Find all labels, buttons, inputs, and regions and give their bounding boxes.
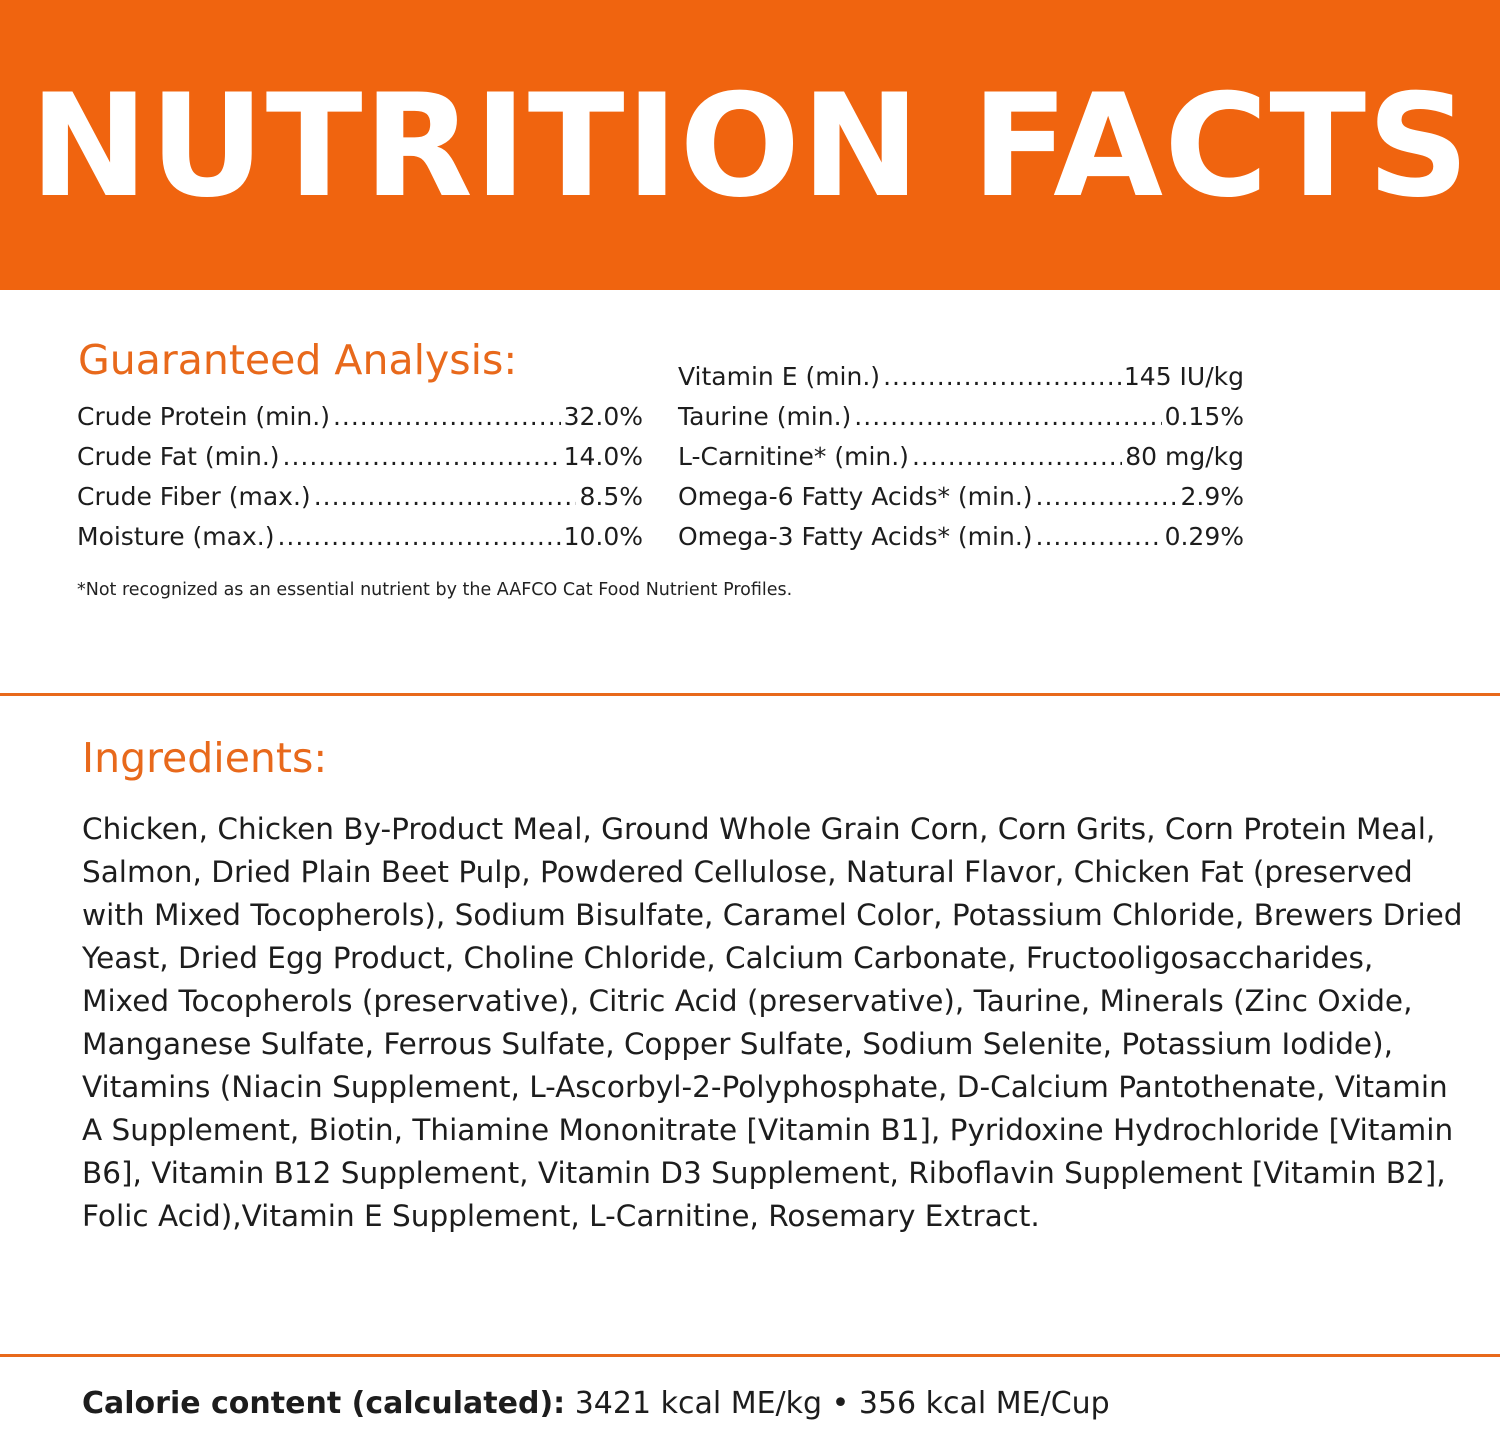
analysis-row-l-carnitine <box>678 437 1244 477</box>
calorie-label: Calorie content (calculated): <box>82 1386 566 1421</box>
dot-leader <box>277 517 560 557</box>
analysis-row-omega-6 <box>678 477 1244 517</box>
aafco-footnote: *Not recognized as an essential nutrient by the AAFCO Cat Food Nutrient Profiles. <box>77 580 793 600</box>
analysis-row-vitamin-e <box>678 357 1244 397</box>
dot-leader <box>333 397 561 437</box>
analysis-name: Omega-3 Fatty Acids* (min.) <box>678 522 1033 551</box>
analysis-name: Vitamin E (min.) <box>678 362 881 391</box>
analysis-row-omega-3 <box>678 517 1244 557</box>
analysis-value: 0.29% <box>1164 522 1244 551</box>
page-title: NUTRITION FACTS <box>29 64 1471 229</box>
guaranteed-analysis-right-column <box>678 357 1244 557</box>
dot-leader <box>854 397 1161 437</box>
analysis-row-crude-fat <box>77 437 643 477</box>
section-divider <box>0 693 1500 696</box>
dot-leader <box>283 437 561 477</box>
analysis-value: 8.5% <box>579 482 643 511</box>
ingredients-list: Chicken, Chicken By-Product Meal, Ground Whole Grain Corn, Corn Grits, Corn Protein Meal, Salmon, Dried Plain Beet Pulp, Powdered Cellulose, Natural Flavor, Chicken Fat (preserved with Mixed Tocopherols), Sodium Bisulfate, Caramel Color, Potassium Chloride, Brewers Dried Yeast, Dried Egg Product, Choline Chloride, Calcium Carbonate, Fructooligosaccharides, Mixed Tocopherols (preservative), Citric Acid (preservative), Taurine, Minerals (Zinc Oxide, Manganese Sulfate, Ferrous Sulfate, Copper Sulfate, Sodium Selenite, Potassium Iodide), Vitamins (Niacin Supplement, L-Ascorbyl-2-Polyphosphate, D-Calcium Pantothenate, Vitamin A Supplement, Biotin, Thiamine Mononitrate [Vitamin B1], Pyridoxine Hydrochloride [Vitamin B6], Vitamin B12 Supplement, Vitamin D3 Supplement, Riboflavin Supplement [Vitamin B2], Folic Acid),Vitamin E Supplement, L-Carnitine, Rosemary Extract. <box>82 812 1463 1233</box>
dot-leader <box>314 477 577 517</box>
guaranteed-analysis-heading: Guaranteed Analysis: <box>78 336 518 384</box>
analysis-row-taurine <box>678 397 1244 437</box>
analysis-name: Taurine (min.) <box>678 402 852 431</box>
dot-leader <box>912 437 1122 477</box>
analysis-name: Crude Protein (min.) <box>77 402 330 431</box>
analysis-name: Crude Fat (min.) <box>77 442 280 471</box>
analysis-name: Moisture (max.) <box>77 522 275 551</box>
dot-leader <box>1036 477 1178 517</box>
analysis-row-crude-fiber <box>77 477 643 517</box>
analysis-name: Omega-6 Fatty Acids* (min.) <box>678 482 1033 511</box>
analysis-value: 10.0% <box>563 522 643 551</box>
analysis-value: 14.0% <box>563 442 643 471</box>
dot-leader <box>1036 517 1162 557</box>
analysis-name: Crude Fiber (max.) <box>77 482 311 511</box>
analysis-row-crude-protein <box>77 397 643 437</box>
section-divider <box>0 1354 1500 1357</box>
analysis-value: 2.9% <box>1180 482 1244 511</box>
dot-leader <box>883 357 1121 397</box>
ingredients-heading: Ingredients: <box>82 734 328 782</box>
analysis-value: 0.15% <box>1164 402 1244 431</box>
analysis-row-moisture <box>77 517 643 557</box>
title-banner <box>0 0 1500 290</box>
analysis-name: L-Carnitine* (min.) <box>678 442 909 471</box>
calorie-content <box>82 1382 1110 1426</box>
guaranteed-analysis-left-column <box>77 397 643 557</box>
analysis-value: 32.0% <box>563 402 643 431</box>
calorie-value: 3421 kcal ME/kg • 356 kcal ME/Cup <box>565 1386 1110 1421</box>
analysis-value: 145 IU/kg <box>1123 362 1244 391</box>
analysis-value: 80 mg/kg <box>1125 442 1244 471</box>
